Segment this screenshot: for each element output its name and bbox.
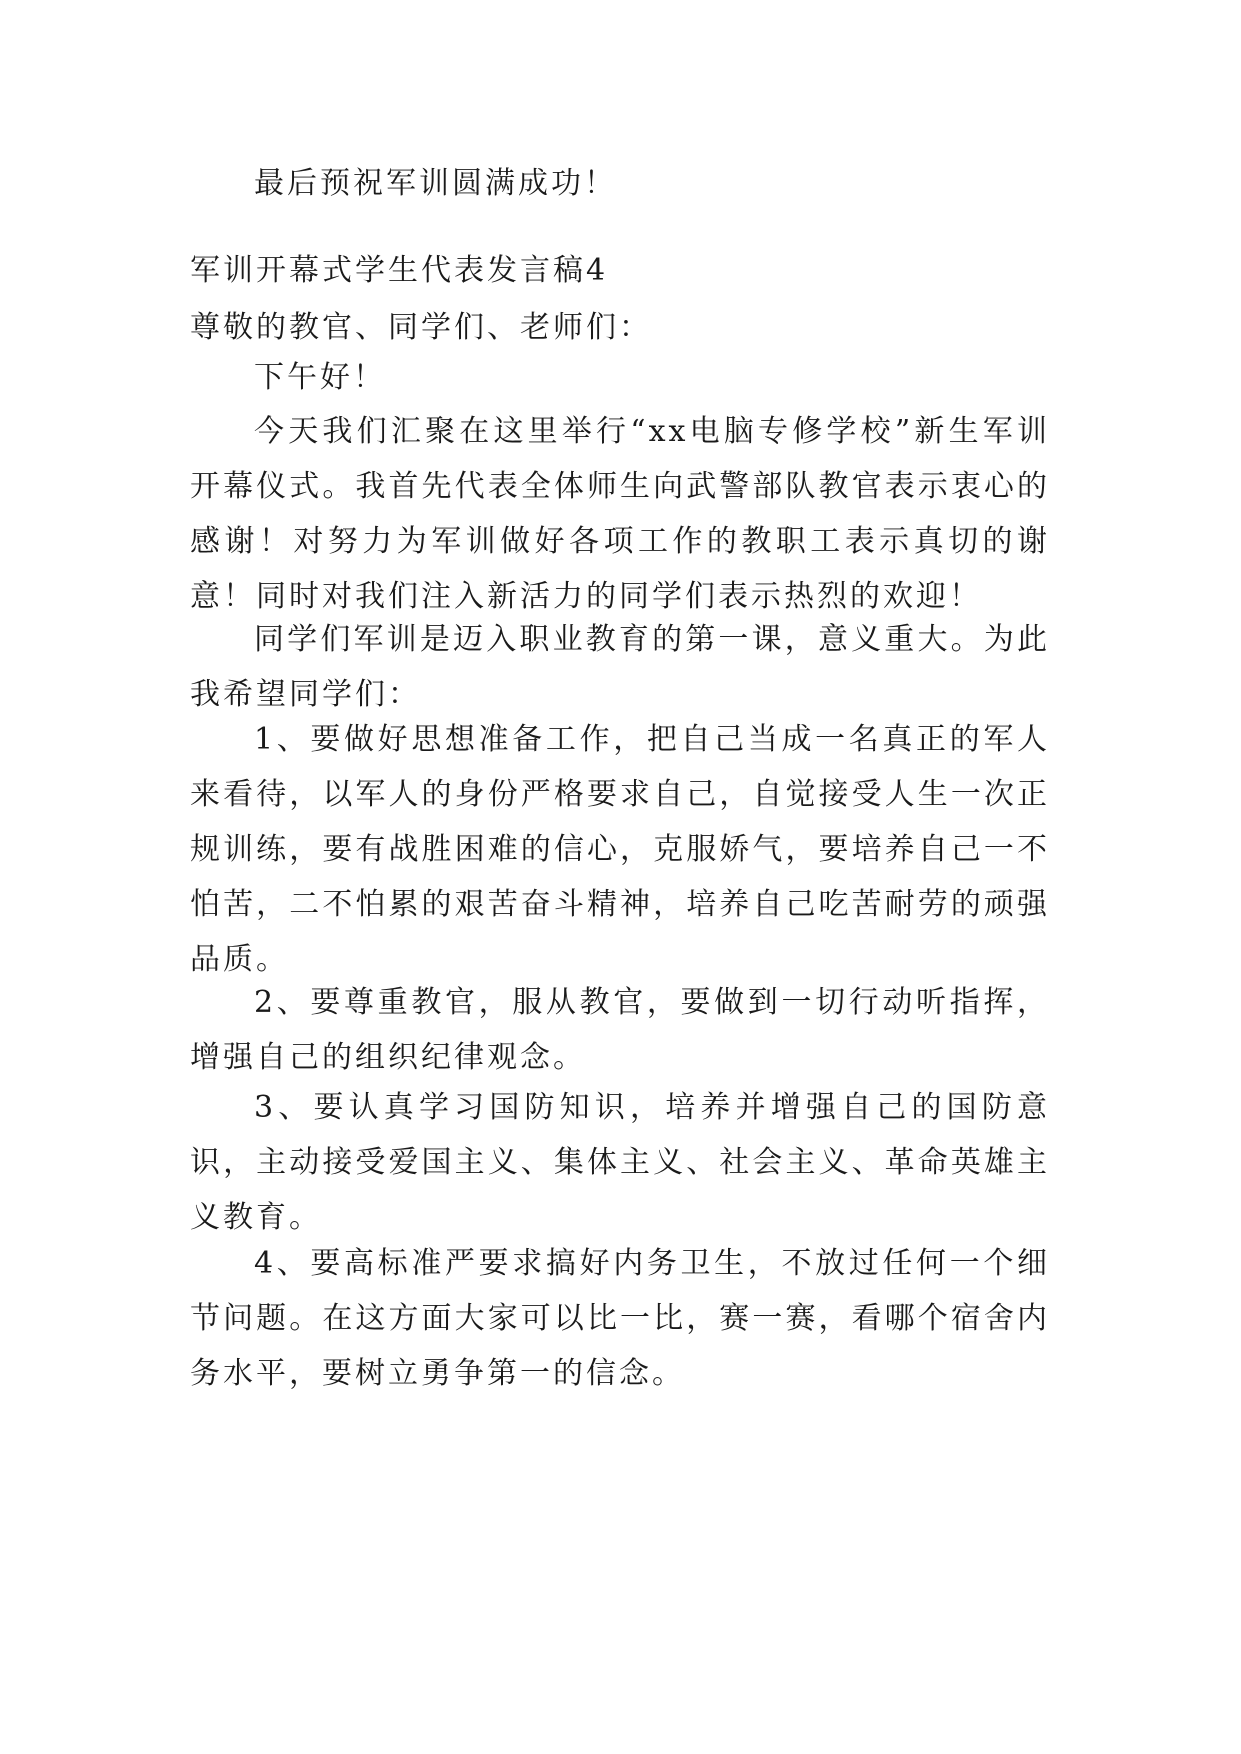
closing-line: 最后预祝军训圆满成功！ [254, 166, 617, 201]
paragraph-point-3: 3、要认真学习国防知识，培养并增强自己的国防意识，主动接受爱国主义、集体主义、社会主义、革命英雄主义教育。 [190, 1090, 1050, 1235]
paragraph-point-4: 4、要高标准严要求搞好内务卫生，不放过任何一个细节问题。在这方面大家可以比一比，赛一赛，看哪个宿舍内务水平，要树立勇争第一的信念。 [190, 1246, 1050, 1391]
paragraph-point-2: 2、要尊重教官，服从教官，要做到一切行动听指挥，增强自己的组织纪律观念。 [190, 985, 1050, 1075]
paragraph-opening: 今天我们汇聚在这里举行“xx电脑专修学校”新生军训开幕仪式。我首先代表全体师生向武警部队教官表示衷心的感谢！对努力为军训做好各项工作的教职工表示真切的谢意！同时对我们注入新活力的同学们表示热烈的欢迎！ [190, 414, 1050, 614]
greeting: 下午好！ [254, 360, 386, 395]
paragraph-point-1: 1、要做好思想准备工作，把自己当成一名真正的军人来看待，以军人的身份严格要求自己，自觉接受人生一次正规训练，要有战胜困难的信心，克服娇气，要培养自己一不怕苦，二不怕累的艰苦奋斗精神，培养自己吃苦耐劳的顽强品质。 [190, 722, 1050, 977]
salutation: 尊敬的教官、同学们、老师们： [190, 310, 652, 345]
document-title: 军训开幕式学生代表发言稿4 [190, 253, 609, 288]
paragraph-hope: 同学们军训是迈入职业教育的第一课，意义重大。为此我希望同学们： [190, 622, 1050, 712]
